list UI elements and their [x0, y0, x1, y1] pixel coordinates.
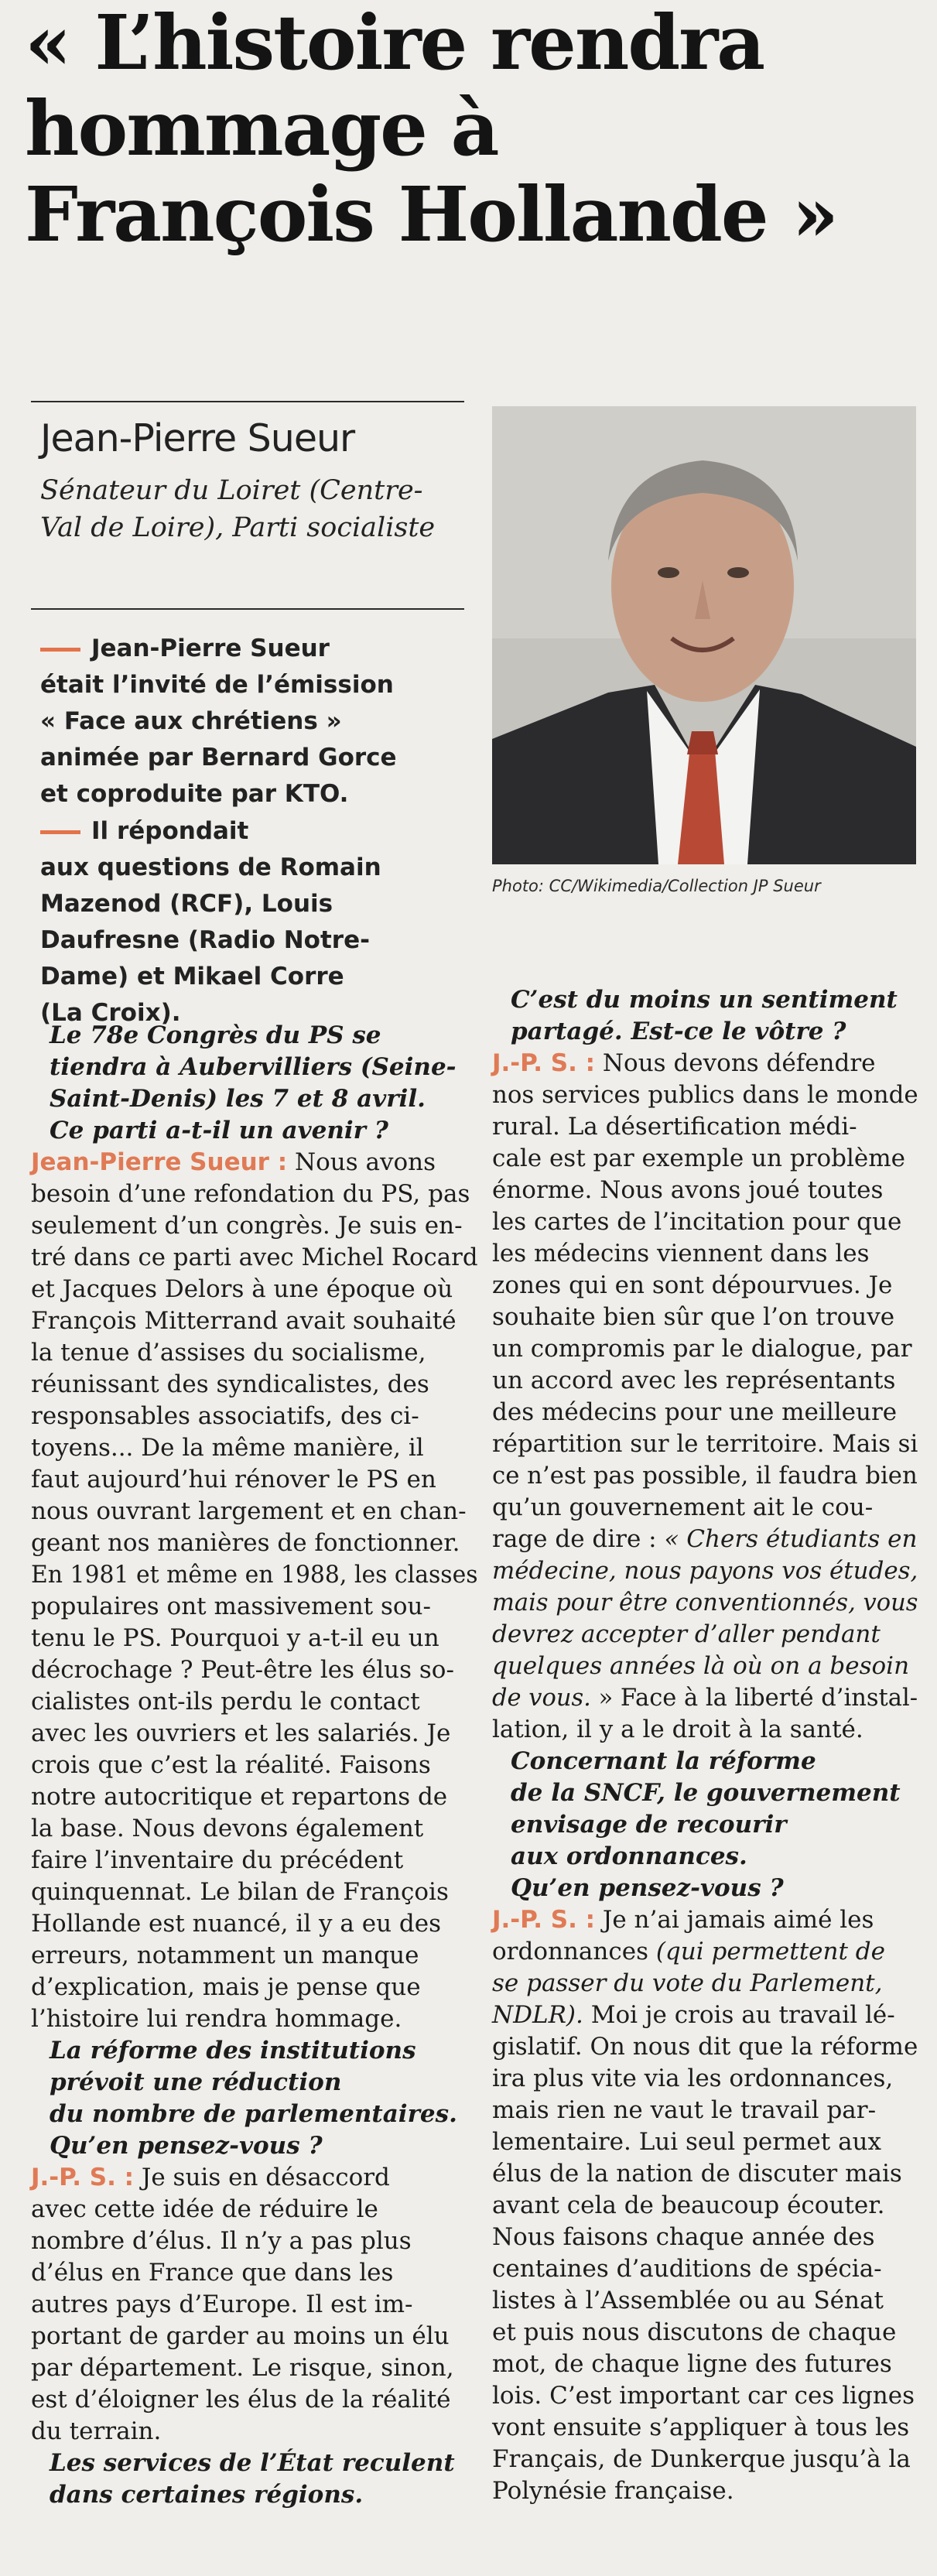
intro-paragraph-2: [40, 813, 443, 1031]
answer-line: du terrain.: [31, 2417, 162, 2445]
answer-line: erreurs, notamment un manque: [31, 1941, 419, 1969]
intro-line: était l’invité de l’émission: [40, 671, 394, 699]
answer-line: répartition sur le territoire. Mais si: [492, 1430, 918, 1458]
intro-line: animée par Bernard Gorce: [40, 744, 397, 771]
answer-line: souhaite bien sûr que l’on trouve: [492, 1303, 895, 1331]
answer-line: faut aujourd’hui rénover le PS en: [31, 1466, 436, 1493]
answer-line: avec les ouvriers et les salariés. Je: [31, 1719, 451, 1747]
answer-line: ce n’est pas possible, il faudra bien: [492, 1462, 918, 1490]
photo-caption: Photo: CC/Wikimedia/Collection JP Sueur: [492, 877, 821, 895]
intro-line: (La Croix).: [40, 999, 181, 1027]
speaker-name: J.-P. S. :: [492, 1049, 596, 1077]
answer-line: nous ouvrant largement et en chan-: [31, 1497, 467, 1525]
question-line: prévoit une réduction: [50, 2068, 342, 2096]
answer-line: les cartes de l’incitation pour que: [492, 1208, 902, 1236]
answer-line: décrochage ? Peut-être les élus so-: [31, 1656, 454, 1684]
answer-line: tré dans ce parti avec Michel Rocard: [31, 1244, 478, 1271]
question-line: Qu’en pensez-vous ?: [511, 1874, 784, 1902]
speaker-name: J.-P. S. :: [31, 2164, 135, 2191]
quote-line: médecine, nous payons vos études,: [492, 1557, 918, 1585]
answer-line: faire l’inventaire du précédent: [31, 1846, 404, 1874]
answer-line: geant nos manières de fonctionner.: [31, 1529, 460, 1557]
answer-line: En 1981 et même en 1988, les classes: [31, 1561, 478, 1589]
answer-text: Nous avons: [287, 1148, 436, 1176]
answer-line: et puis nous discutons de chaque: [492, 2318, 897, 2346]
answer-line: portant de garder au moins un élu: [31, 2322, 450, 2350]
intro-line: Daufresne (Radio Notre-: [40, 926, 370, 954]
question-line: Concernant la réforme: [511, 1747, 816, 1775]
intro-line: et coproduite par KTO.: [40, 780, 349, 808]
answer-text: » Face à la liberté d’instal-: [598, 1684, 918, 1712]
answer-line: populaires ont massivement sou-: [31, 1592, 431, 1620]
answer-line: zones qui en sont dépourvues. Je: [492, 1271, 893, 1299]
top-divider: [31, 401, 464, 402]
answer-line: vont ensuite s’appliquer à tous les: [492, 2414, 910, 2441]
answer-line: lation, il y a le droit à la santé.: [492, 1716, 863, 1743]
dash-marker: [40, 830, 80, 834]
answer-line: est d’éloigner les élus de la réalité: [31, 2386, 451, 2414]
answer-line: par département. Le risque, sinon,: [31, 2354, 454, 2382]
answer-line: nombre d’élus. Il n’y a pas plus: [31, 2227, 412, 2255]
answer-text: ordonnances: [492, 1938, 648, 1965]
headline-line: hommage à: [25, 84, 498, 173]
aside-text: NDLR).: [492, 2001, 583, 2029]
question-line: du nombre de parlementaires.: [50, 2100, 457, 2128]
answer-line: quinquennat. Le bilan de François: [31, 1878, 449, 1906]
portrait-photo: [492, 406, 916, 864]
intro-line: aux questions de Romain: [40, 854, 381, 881]
answer-line: des médecins pour une meilleure: [492, 1398, 898, 1426]
answer-text: Je suis en désaccord: [134, 2164, 390, 2191]
intro-paragraph-1: [40, 631, 443, 812]
answer-line: un compromis par le dialogue, par: [492, 1335, 912, 1363]
answer-line: la tenue d’assises du socialisme,: [31, 1339, 426, 1367]
question-line: Qu’en pensez-vous ?: [50, 2132, 323, 2160]
speaker-name: J.-P. S. :: [492, 1906, 596, 1934]
answer-line: crois que c’est la réalité. Faisons: [31, 1751, 431, 1779]
author-role: [40, 472, 458, 546]
answer-line: l’histoire lui rendra hommage.: [31, 2005, 402, 2033]
aside-text: se passer du vote du Parlement,: [492, 1969, 883, 1997]
answer-line: d’élus en France que dans les: [31, 2259, 394, 2287]
answer-line: et Jacques Delors à une époque où: [31, 1275, 453, 1303]
answer-line: un accord avec les représentants: [492, 1367, 896, 1394]
answer-line: listes à l’Assemblée ou au Sénat: [492, 2287, 884, 2314]
headline-line: François Hollande »: [25, 170, 837, 258]
aside-text: (qui permettent de: [648, 1938, 885, 1965]
question-line: envisage de recourir: [511, 1811, 787, 1839]
answer-text: rage de dire :: [492, 1525, 657, 1553]
quote-text: « Chers étudiants en: [664, 1525, 918, 1553]
answer-line: réunissant des syndicalistes, des: [31, 1370, 429, 1398]
question-line: C’est du moins un sentiment: [511, 986, 898, 1014]
quote-line: mais pour être conventionnés, vous: [492, 1589, 918, 1616]
answer-line: autres pays d’Europe. Il est im-: [31, 2290, 413, 2318]
quote-line: devrez accepter d’aller pendant: [492, 1620, 881, 1648]
intro-line: « Face aux chrétiens »: [40, 707, 342, 735]
question-line: Saint-Denis) les 7 et 8 avril.: [50, 1085, 426, 1113]
answer-line: nos services publics dans le monde: [492, 1081, 918, 1109]
answer-line: mot, de chaque ligne des futures: [492, 2350, 892, 2378]
question-line: de la SNCF, le gouvernement: [511, 1779, 901, 1807]
answer-line: seulement d’un congrès. Je suis en-: [31, 1212, 463, 1240]
answer-line: élus de la nation de discuter mais: [492, 2160, 902, 2188]
mid-divider: [31, 608, 464, 610]
question-line: dans certaines régions.: [50, 2481, 364, 2509]
speaker-name: Jean-Pierre Sueur :: [31, 1148, 288, 1176]
author-role-line: Val de Loire), Parti socialiste: [40, 512, 436, 543]
answer-line: Hollande est nuancé, il y a eu des: [31, 1910, 442, 1938]
answer-line: François Mitterrand avait souhaité: [31, 1307, 457, 1335]
left-column: [31, 1020, 478, 2511]
answer-line: toyens... De la même manière, il: [31, 1434, 424, 1462]
author-name: Jean-Pierre Sueur: [40, 416, 355, 460]
answer-line: gislatif. On nous dit que la réforme: [492, 2033, 918, 2061]
dash-marker: [40, 648, 80, 652]
question-line: Les services de l’État reculent: [50, 2449, 455, 2477]
question-line: La réforme des institutions: [50, 2037, 416, 2065]
answer-line: qu’un gouvernement ait le cou-: [492, 1493, 874, 1521]
answer-line: cialistes ont-ils perdu le contact: [31, 1688, 420, 1716]
answer-line: lois. C’est important car ces lignes: [492, 2382, 915, 2410]
author-role-line: Sénateur du Loiret (Centre-: [40, 475, 423, 506]
answer-line: d’explication, mais je pense que: [31, 1973, 421, 2001]
answer-line: ira plus vite via les ordonnances,: [492, 2065, 894, 2092]
intro-line: Jean-Pierre Sueur: [91, 635, 330, 662]
answer-line: besoin d’une refondation du PS, pas: [31, 1180, 470, 1208]
answer-line: avec cette idée de réduire le: [31, 2195, 378, 2223]
answer-line: cale est par exemple un problème: [492, 1144, 906, 1172]
quote-line: de vous.: [492, 1684, 591, 1712]
answer-line: responsables associatifs, des ci-: [31, 1402, 419, 1430]
answer-line: Polynésie française.: [492, 2477, 734, 2505]
answer-text: Moi je crois au travail lé-: [583, 2001, 895, 2029]
quote-line: quelques années là où on a besoin: [492, 1652, 910, 1680]
answer-text: Nous devons défendre: [595, 1049, 876, 1077]
right-column: [492, 984, 918, 2507]
portrait-illustration: [492, 406, 916, 864]
answer-line: mais rien ne vaut le travail par-: [492, 2096, 877, 2124]
headline: [25, 0, 915, 258]
answer-line: la base. Nous devons également: [31, 1815, 424, 1842]
answer-line: avant cela de beaucoup écouter.: [492, 2191, 885, 2219]
answer-line: Nous faisons chaque année des: [492, 2223, 875, 2251]
intro-line: Dame) et Mikael Corre: [40, 963, 344, 990]
intro-line: Il répondait: [91, 817, 249, 845]
answer-line: notre autocritique et repartons de: [31, 1783, 448, 1811]
question-line: aux ordonnances.: [511, 1842, 747, 1870]
answer-text: Je n’ai jamais aimé les: [595, 1906, 874, 1934]
answer-line: centaines d’auditions de spécia-: [492, 2255, 882, 2283]
answer-line: les médecins viennent dans les: [492, 1240, 870, 1267]
headline-line: « L’histoire rendra: [25, 0, 764, 87]
question-line: Le 78e Congrès du PS se: [50, 1021, 381, 1049]
intro-line: Mazenod (RCF), Louis: [40, 890, 333, 918]
answer-line: énorme. Nous avons joué toutes: [492, 1176, 884, 1204]
question-line: tiendra à Aubervilliers (Seine-: [50, 1053, 457, 1081]
answer-line: tenu le PS. Pourquoi y a-t-il eu un: [31, 1624, 439, 1652]
answer-line: Français, de Dunkerque jusqu’à la: [492, 2445, 911, 2473]
answer-line: rural. La désertification médi-: [492, 1113, 857, 1141]
answer-line: lementaire. Lui seul permet aux: [492, 2128, 881, 2156]
question-line: partagé. Est-ce le vôtre ?: [511, 1018, 846, 1045]
question-line: Ce parti a-t-il un avenir ?: [50, 1117, 388, 1144]
